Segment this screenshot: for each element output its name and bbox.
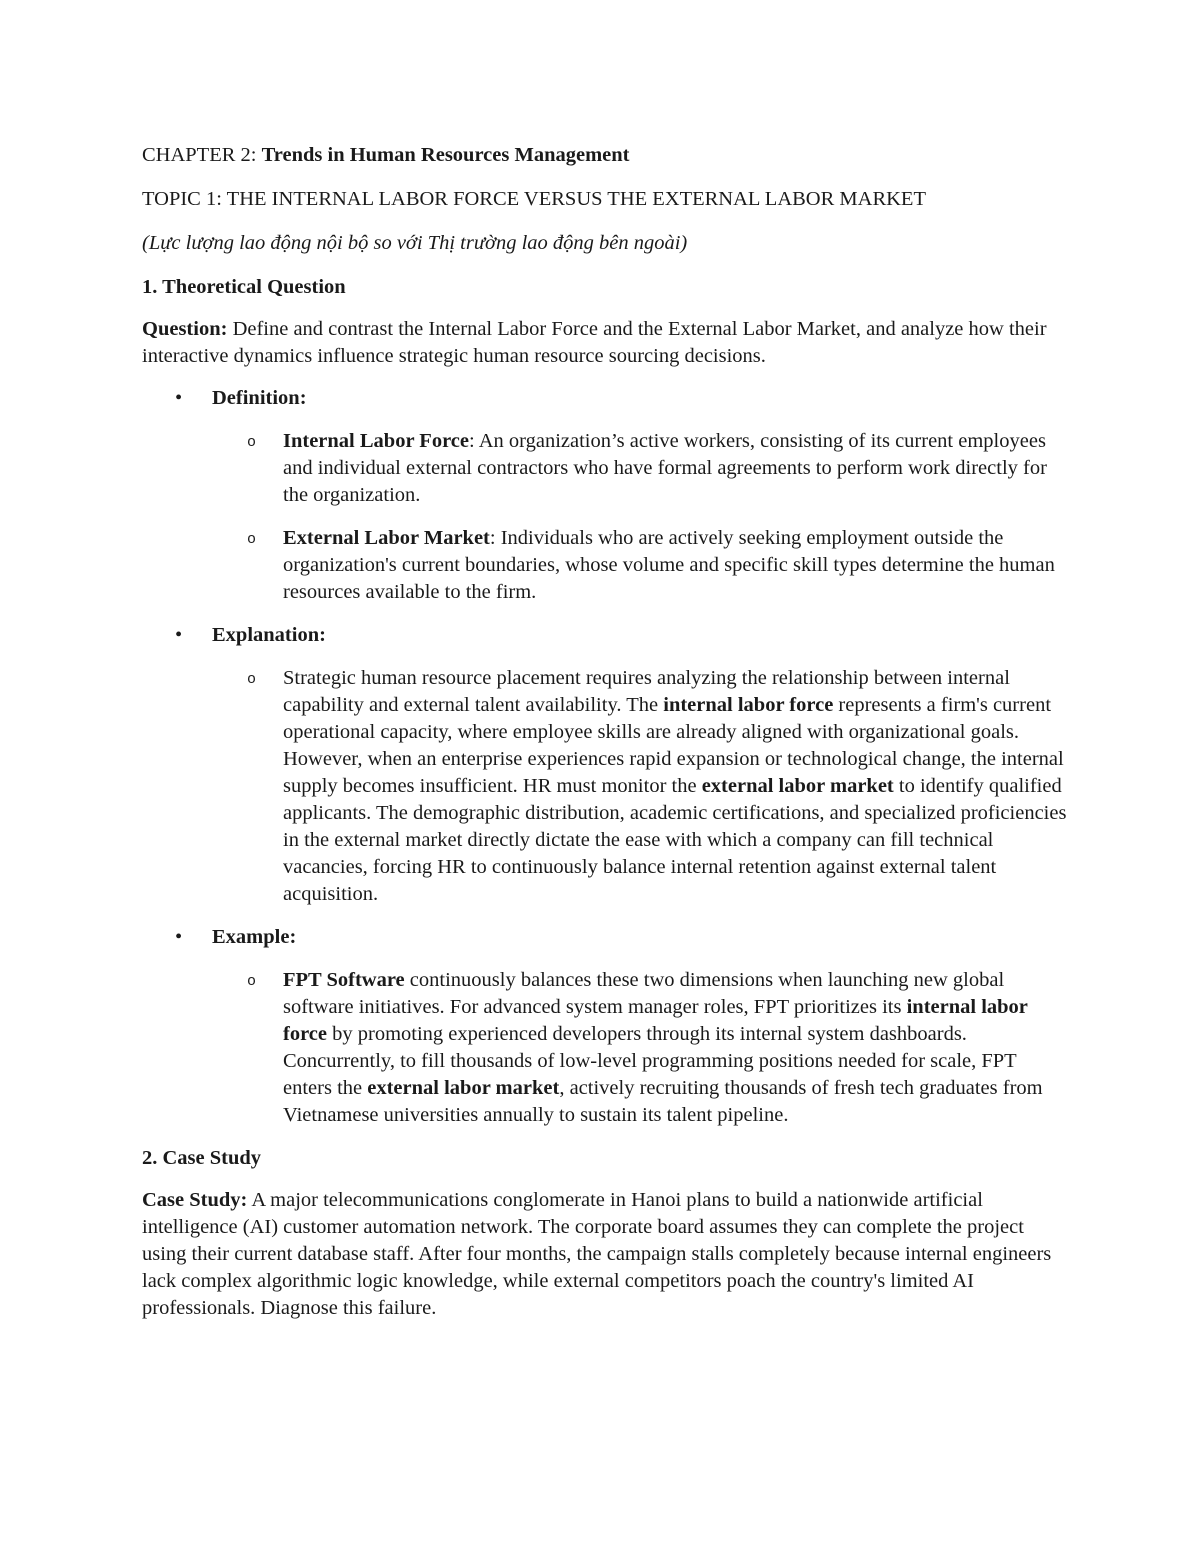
question-label: Question: <box>142 318 228 340</box>
circle-marker-icon: o <box>247 531 257 548</box>
explanation-text: represents a firm's current operational capacity, where employee skills are already aligned with organizational goals. However, when an enterprise experiences rapid expansion or technological change, the internal supply becomes insufficient. HR must monitor the <box>283 694 1064 797</box>
definition-text: : An organization’s active workers, consisting of its current employees and individual external contractors who have formal agreements to perform work directly for the organization. <box>283 430 1047 506</box>
explanation-label: Explanation: <box>212 624 326 646</box>
example-item <box>142 967 1067 1129</box>
definition-item-internal <box>142 428 1067 509</box>
case-study-text: A major telecommunications conglomerate in Hanoi plans to build a nationwide artificial intelligence (AI) customer automation network. The corporate board assumes they can complete the project using their current database staff. After four months, the campaign stalls completely because internal engineers lack complex algorithmic logic knowledge, while external competitors poach the country's limited AI professionals. Diagnose this failure. <box>142 1189 1052 1319</box>
chapter-name: Trends in Human Resources Management <box>261 144 630 166</box>
definition-bullet <box>142 385 1067 412</box>
example-bold-term: FPT Software <box>283 969 405 991</box>
example-label: Example: <box>212 926 297 948</box>
topic-title: TOPIC 1: THE INTERNAL LABOR FORCE VERSUS THE EXTERNAL LABOR MARKET <box>142 188 926 210</box>
explanation-text: to identify qualified applicants. The demographic distribution, academic certifications, and specialized proficiencies in the external market directly dictate the ease with which a company can fill technical vacancies, forcing HR to continuously balance internal retention against external talent acquisition. <box>283 775 1067 905</box>
chapter-title <box>142 142 1067 169</box>
case-study-paragraph <box>142 1187 1067 1322</box>
document-page <box>142 142 1067 1322</box>
circle-marker-icon: o <box>247 671 257 688</box>
example-text: , actively recruiting thousands of fresh tech graduates from Vietnamese universities annually to sustain its talent pipeline. <box>283 1077 1043 1126</box>
definition-term: External Labor Market <box>283 527 490 549</box>
case-study-label: Case Study: <box>142 1189 248 1211</box>
example-text: by promoting experienced developers through its internal system dashboards. Concurrently, to fill thousands of low-level programming positions needed for scale, FPT enters the <box>283 1023 1017 1099</box>
case-study-heading: 2. Case Study <box>142 1147 262 1169</box>
explanation-bullet <box>142 622 1067 649</box>
definition-label: Definition: <box>212 387 307 409</box>
circle-marker-icon: o <box>247 434 257 451</box>
definition-item-external <box>142 525 1067 606</box>
bullet-icon: • <box>175 624 183 646</box>
theoretical-question-heading: 1. Theoretical Question <box>142 276 346 298</box>
example-text: continuously balances these two dimensions when launching new global software initiatives. For advanced system manager roles, FPT prioritizes its <box>283 969 1005 1018</box>
definition-term: Internal Labor Force <box>283 430 470 452</box>
example-bold-term: internal labor force <box>283 996 1028 1045</box>
circle-marker-icon: o <box>247 973 257 990</box>
example-bullet <box>142 924 1067 951</box>
question-text: Define and contrast the Internal Labor Force and the External Labor Market, and analyze how their interactive dynamics influence strategic human resource sourcing decisions. <box>142 318 1047 367</box>
explanation-text: Strategic human resource placement requires analyzing the relationship between internal capability and external talent availability. The <box>283 667 1010 716</box>
explanation-item <box>142 665 1067 908</box>
bullet-icon: • <box>175 926 183 948</box>
question-paragraph <box>142 316 1067 370</box>
chapter-prefix: CHAPTER 2: <box>142 144 262 166</box>
topic-vietnamese-translation: (Lực lượng lao động nội bộ so với Thị trường lao động bên ngoài) <box>142 232 688 254</box>
definition-text: : Individuals who are actively seeking employment outside the organization's current boundaries, whose volume and specific skill types determine the human resources available to the firm. <box>283 527 1055 603</box>
bullet-icon: • <box>175 387 183 409</box>
explanation-bold-term: external labor market <box>701 775 894 797</box>
example-bold-term: external labor market <box>367 1077 560 1099</box>
explanation-bold-term: internal labor force <box>663 694 834 716</box>
